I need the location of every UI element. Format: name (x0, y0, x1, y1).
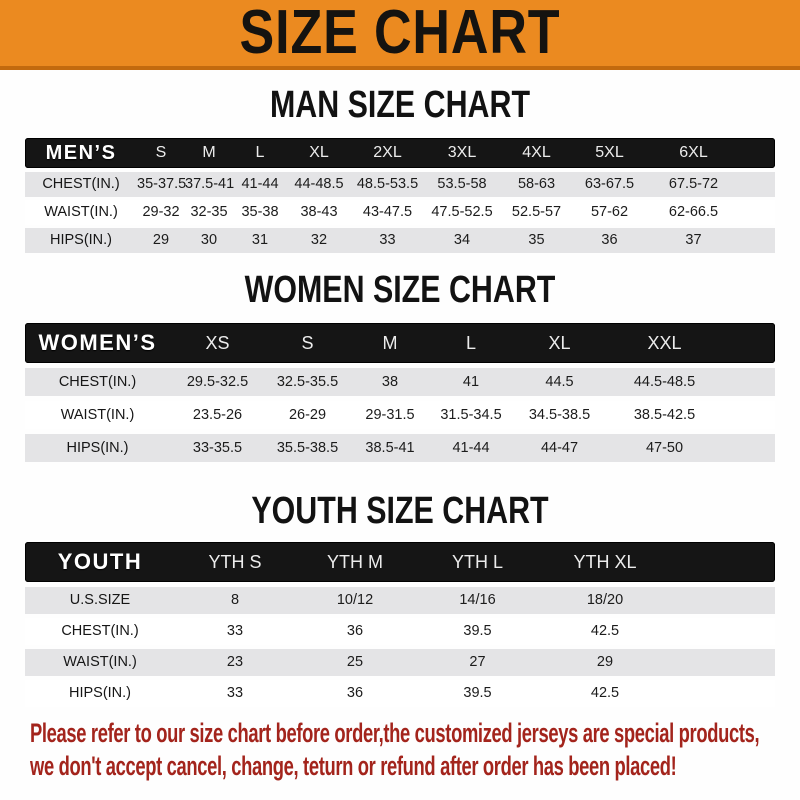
table-row (25, 172, 775, 197)
size-value-cell: 35 (528, 232, 545, 249)
table-row (25, 680, 775, 707)
size-value-cell: 62-66.5 (668, 204, 719, 221)
size-value-cell: 29 (152, 232, 170, 249)
table-row (25, 401, 775, 429)
size-value-cell: 35-37.5 (137, 176, 187, 193)
size-value-cell: 29-32 (142, 204, 180, 221)
size-value-cell: 18/20 (586, 592, 624, 609)
size-value-cell: 33-35.5 (192, 439, 243, 456)
table-group-label: WOMEN’S (38, 330, 157, 355)
row-label: U.S.SIZE (69, 592, 131, 609)
size-column-header: XS (205, 333, 230, 353)
size-value-cell: 23.5-26 (192, 406, 243, 423)
size-column-header: L (255, 144, 265, 161)
size-value-cell: 41 (462, 373, 480, 390)
size-value-cell: 31 (251, 232, 269, 249)
row-label: HIPS(IN.) (68, 685, 132, 702)
size-value-cell: 32-35 (190, 204, 228, 221)
size-value-cell: 29-31.5 (365, 406, 415, 423)
size-chart-sections (0, 86, 800, 707)
table-row (25, 434, 775, 462)
table-header-row (25, 323, 775, 363)
size-column-header: S (155, 144, 167, 161)
size-value-cell: 29.5-32.5 (186, 373, 249, 390)
size-value-cell: 35.5-38.5 (276, 439, 339, 456)
size-value-cell: 44-47 (540, 439, 579, 456)
size-value-cell: 36 (346, 623, 364, 640)
size-value-cell: 29 (596, 654, 614, 671)
row-label: CHEST(IN.) (42, 176, 120, 193)
size-value-cell: 33 (226, 685, 244, 702)
size-value-cell: 41-44 (452, 439, 490, 456)
size-value-cell: 37.5-41 (185, 176, 235, 193)
footer-note-line-2: we don't accept cancel, change, teturn or refund after order has been placed! (30, 751, 677, 781)
size-column-header: YTH S (208, 552, 262, 572)
table-row (25, 649, 775, 676)
row-label: WAIST(IN.) (44, 204, 118, 221)
size-value-cell: 48.5-53.5 (356, 176, 419, 193)
row-label: HIPS(IN.) (66, 439, 129, 456)
table-header-row (25, 138, 775, 168)
row-label: HIPS(IN.) (49, 232, 113, 249)
size-table (25, 138, 775, 253)
size-value-cell: 38 (381, 373, 399, 390)
size-column-header: 6XL (679, 144, 708, 161)
size-value-cell: 36 (601, 232, 618, 249)
size-value-cell: 41-44 (241, 176, 279, 193)
size-value-cell: 34.5-38.5 (528, 406, 591, 423)
size-column-header: 4XL (522, 144, 551, 161)
size-value-cell: 37 (685, 232, 702, 249)
size-value-cell: 38.5-41 (365, 439, 415, 456)
size-value-cell: 67.5-72 (668, 176, 719, 193)
size-value-cell: 32.5-35.5 (276, 373, 339, 390)
row-label: CHEST(IN.) (61, 623, 139, 640)
size-column-header: YTH L (451, 552, 503, 572)
size-column-header: YTH M (327, 552, 383, 572)
size-value-cell: 44.5-48.5 (633, 373, 696, 390)
row-label: WAIST(IN.) (60, 406, 135, 423)
size-value-cell: 32 (310, 232, 328, 249)
table-group-label: MEN’S (45, 142, 117, 164)
size-value-cell: 35-38 (241, 204, 279, 221)
table-row (25, 228, 775, 253)
banner (0, 0, 800, 70)
size-column-header: 5XL (595, 144, 624, 161)
table-row (25, 618, 775, 645)
size-chart-section-women (0, 271, 800, 462)
row-label: CHEST(IN.) (58, 373, 137, 390)
size-value-cell: 44.5 (545, 373, 574, 390)
size-column-header: L (465, 333, 476, 353)
size-value-cell: 38-43 (300, 204, 338, 221)
size-chart-section-men (0, 86, 800, 253)
table-group-label: YOUTH (57, 549, 143, 574)
size-chart-section-youth (0, 492, 800, 707)
size-value-cell: 42.5 (590, 623, 620, 640)
table-row (25, 368, 775, 396)
size-value-cell: 42.5 (590, 685, 620, 702)
size-table (25, 323, 775, 462)
footer-note-line-1: Please refer to our size chart before order,the customized jerseys are special products, (30, 718, 760, 748)
size-value-cell: 44-48.5 (294, 176, 344, 193)
size-value-cell: 58-63 (517, 176, 556, 193)
table-row (25, 587, 775, 614)
size-value-cell: 30 (200, 232, 218, 249)
size-value-cell: 36 (346, 685, 364, 702)
size-value-cell: 34 (453, 232, 471, 249)
size-column-header: 2XL (373, 144, 402, 161)
table-row (25, 200, 775, 225)
size-table (25, 542, 775, 707)
size-value-cell: 10/12 (336, 592, 374, 609)
size-value-cell: 63-67.5 (584, 176, 635, 193)
size-value-cell: 43-47.5 (362, 204, 413, 221)
size-value-cell: 27 (469, 654, 486, 671)
banner-title: SIZE CHART (239, 0, 561, 67)
size-value-cell: 52.5-57 (511, 204, 562, 221)
size-value-cell: 38.5-42.5 (633, 406, 696, 423)
footer-note (0, 717, 800, 783)
size-value-cell: 53.5-58 (437, 176, 487, 193)
size-value-cell: 47-50 (645, 439, 684, 456)
size-value-cell: 57-62 (590, 204, 629, 221)
size-column-header: 3XL (447, 144, 477, 161)
size-value-cell: 23 (226, 654, 244, 671)
size-value-cell: 25 (346, 654, 364, 671)
size-value-cell: 39.5 (463, 623, 492, 640)
size-value-cell: 8 (230, 592, 240, 609)
size-column-header: M (382, 333, 398, 353)
row-label: WAIST(IN.) (63, 654, 137, 671)
size-value-cell: 33 (379, 232, 396, 249)
size-value-cell: 33 (226, 623, 244, 640)
size-value-cell: 47.5-52.5 (431, 204, 493, 221)
section-heading-women: WOMEN SIZE CHART (244, 269, 556, 311)
section-heading-youth: YOUTH SIZE CHART (251, 490, 549, 532)
size-value-cell: 14/16 (459, 592, 496, 609)
section-heading-men: MAN SIZE CHART (269, 84, 531, 126)
table-header-row (25, 542, 775, 582)
size-column-header: S (301, 333, 314, 353)
size-column-header: YTH XL (573, 552, 637, 572)
size-value-cell: 26-29 (288, 406, 327, 423)
size-value-cell: 39.5 (463, 685, 492, 702)
size-column-header: XL (548, 333, 571, 353)
size-column-header: XXL (647, 333, 682, 353)
size-column-header: XL (309, 144, 329, 161)
size-column-header: M (202, 144, 216, 161)
size-value-cell: 31.5-34.5 (440, 406, 502, 423)
